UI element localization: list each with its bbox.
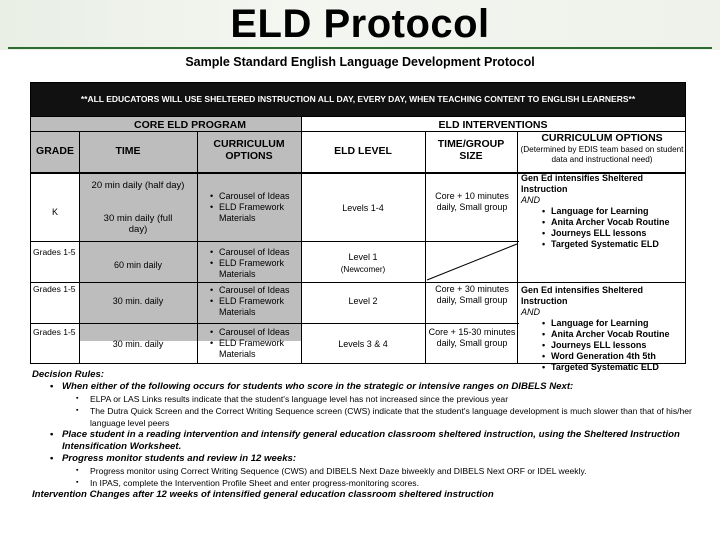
grade-k: K (51, 207, 58, 217)
grade-1-5-level34: Grades 1-5 (33, 327, 76, 337)
time-k-full-day: 30 min daily (full day) (103, 213, 173, 235)
grid-line (301, 116, 302, 363)
rule-1b: ▪ The Dutra Quick Screen and the Correct Writing Sequence screen (CWS) indicate that the student's language development is much slower than that of his/her language level peers (32, 405, 702, 429)
list-item: • Carousel of Ideas (219, 285, 301, 296)
grade-1-5-level2: Grades 1-5 (33, 284, 76, 294)
rule-3b: ▪ In IPAS, complete the Intervention Profile Sheet and enter progress-monitoring scores. (32, 477, 702, 489)
grid-line (31, 172, 685, 174)
curriculum-k (207, 191, 301, 224)
col-time: TIME (115, 145, 141, 157)
grid-line (197, 131, 198, 363)
list-item: • Carousel of Ideas (219, 247, 301, 258)
time-level34: 30 min. daily (112, 339, 164, 349)
rule-1: • When either of the following occurs for students who score in the strategic or intensive ranges on DIBELS Next: (32, 381, 702, 393)
grid-line (79, 131, 80, 363)
document-title: Sample Standard English Language Development Protocol (185, 55, 535, 69)
grade-1-5-newcomer: Grades 1-5 (33, 247, 76, 257)
curriculum-newcomer (207, 247, 301, 280)
grid-line (31, 131, 685, 132)
interventions-k (521, 173, 685, 250)
rule-1a: ▪ ELPA or LAS Links results indicate that the student's language level has not increased since the previous year (32, 393, 702, 405)
col-curriculum-options-2: CURRICULUM OPTIONS (541, 132, 663, 144)
col-curriculum-options: CURRICULUM OPTIONS (213, 138, 285, 162)
list-item: • Language for Learning (551, 206, 685, 217)
interventions-and: AND (521, 195, 541, 205)
interventions-lead: Gen Ed intensifies Sheltered Instruction (521, 285, 644, 306)
list-item: • Language for Learning (551, 318, 685, 329)
list-item: • ELD Framework Materials (219, 258, 301, 280)
intervention-changes-footer: Intervention Changes after 12 weeks of intensified general education classroom sheltered instruction (32, 489, 494, 500)
list-item: • ELD Framework Materials (219, 296, 301, 318)
time-level2: 30 min. daily (112, 296, 164, 306)
level-k: Levels 1-4 (342, 203, 384, 213)
slide-title: ELD Protocol (230, 2, 490, 46)
grid-line (31, 116, 685, 117)
list-item: • Carousel of Ideas (219, 327, 301, 338)
grid-line (31, 282, 685, 283)
list-item: • Targeted Systematic ELD (551, 362, 685, 373)
grid-line (31, 323, 519, 324)
decision-rules (32, 369, 702, 501)
grid-line (31, 241, 519, 242)
interventions-and: AND (521, 307, 541, 317)
core-eld-program-header: CORE ELD PROGRAM (133, 119, 246, 131)
banner-divider (8, 47, 712, 49)
list-item: • Journeys ELL lessons (551, 340, 685, 351)
interventions-lead: Gen Ed intensifies Sheltered Instruction (521, 173, 644, 194)
time-newcomer: 60 min daily (113, 260, 163, 270)
not-applicable-slash (426, 241, 518, 281)
grid-line (517, 131, 518, 363)
rule-3a: ▪ Progress monitor using Correct Writing Sequence (CWS) and DIBELS Next Daze biweekly and DIBELS Next ORF or IDEL weekly. (32, 465, 702, 477)
eld-protocol-table (30, 82, 686, 372)
list-item: • Anita Archer Vocab Routine (551, 217, 685, 228)
col-eld-level: ELD LEVEL (334, 145, 392, 157)
decision-rules-heading: Decision Rules: (32, 369, 104, 380)
rule-2: • Place student in a reading intervention and intensify general education classroom sheltered instruction, using the Sheltered Instruction Intensification Worksheet. (32, 429, 702, 453)
rule-3: • Progress monitor students and review in 12 weeks: (32, 453, 702, 465)
curriculum-level2 (207, 285, 301, 318)
level-2: Level 2 (348, 296, 378, 306)
level-3-4: Levels 3 & 4 (338, 339, 388, 349)
level-newcomer: Level 1 (348, 252, 378, 262)
time-group-level2: Core + 30 minutes daily, Small group (435, 284, 509, 305)
eld-interventions-header: ELD INTERVENTIONS (438, 119, 548, 131)
grid-line (425, 131, 426, 363)
list-item: • Targeted Systematic ELD (551, 239, 685, 250)
list-item: • Anita Archer Vocab Routine (551, 329, 685, 340)
time-k-half-day: 20 min daily (half day) (91, 180, 185, 191)
interventions-grades-1-5 (521, 285, 685, 373)
sheltered-instruction-banner: **ALL EDUCATORS WILL USE SHELTERED INSTRUCTION ALL DAY, EVERY DAY, WHEN TEACHING CONTENT TO ENGLISH LEARNERS** (31, 83, 685, 116)
list-item: • Journeys ELL lessons (551, 228, 685, 239)
list-item: • Word Generation 4th 5th (551, 351, 685, 362)
time-group-level34: Core + 15-30 minutes daily, Small group (428, 327, 516, 348)
list-item: • Carousel of Ideas (219, 191, 301, 202)
curriculum-level34 (207, 327, 301, 360)
list-item: • ELD Framework Materials (219, 338, 301, 360)
list-item: • ELD Framework Materials (219, 202, 301, 224)
level-newcomer-note: (Newcomer) (340, 265, 386, 274)
col-time-group-size: TIME/GROUP SIZE (437, 138, 505, 162)
col-curriculum-note: (Determined by EDIS team based on student data and instructional need) (520, 145, 684, 164)
col-grade: GRADE (36, 145, 74, 157)
time-group-k: Core + 10 minutes daily, Small group (435, 191, 509, 212)
